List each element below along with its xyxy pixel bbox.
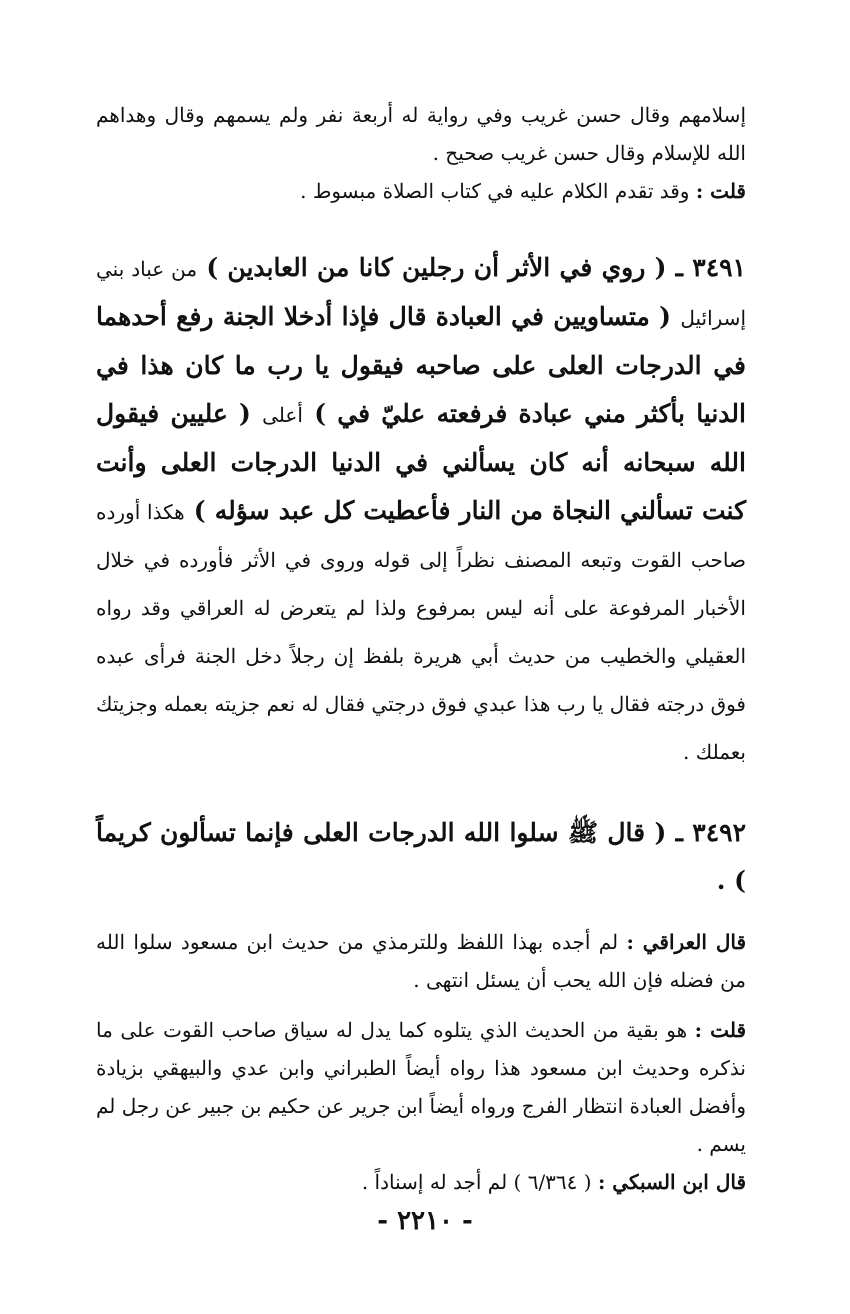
qult-text: وقد تقدم الكلام عليه في كتاب الصلاة مبسوط .: [300, 179, 690, 203]
hadith-3492-text: ٣٤٩٢ ـ ( قال ﷺ سلوا الله الدرجات العلى فإنما تسألون كريماً ) .: [96, 818, 746, 895]
continuation-text: إسلامهم وقال حسن غريب وفي رواية له أربعة نفر ولم يسمهم وقال وهداهم الله للإسلام وقال حسن غريب صحيح .: [96, 103, 746, 165]
subki-note: [96, 1163, 746, 1201]
qult-label: قلت :: [695, 179, 746, 203]
hadith-3491-commentary: هكذا أورده صاحب القوت وتبعه المصنف نظراً إلى قوله وروى في الأثر فأورده في خلال الأخبار المرفوعة على أنه ليس بمرفوع ولذا لم يتعرض له العراقي وقد رواه العقيلي والخطيب من حديث أبي هريرة بلفظ إن رجلاً دخل الجنة فرأى عبده فوق درجته فقال يا رب هذا عبدي فوق درجتي فقال له نعم جزيته بعمله وجزيتك بعملك .: [96, 500, 746, 764]
hadith-3491: [96, 244, 746, 775]
subki-label: قال ابن السبكي :: [597, 1170, 746, 1194]
qult-text-3492: هو بقية من الحديث الذي يتلوه كما يدل له سياق صاحب القوت على ما نذكره وحديث ابن مسعود هذا رواه أيضاً الطبراني وابن عدي والبيهقي بزيادة وأفضل العبادة انتظار الفرج ورواه أيضاً ابن جرير عن حكيم بن جبير عن رجل لم يسم .: [96, 1018, 746, 1156]
continuation-paragraph: [96, 96, 746, 172]
commentary-note: [96, 172, 746, 210]
hadith-3491-part-c: ( عليين فيقول الله سبحانه أنه كان يسألني في الدنيا الدرجات العلى وأنت كنت تسألني النجاة من النار فأعطيت كل عبد سؤله ): [96, 399, 746, 525]
iraqi-label: قال العراقي :: [626, 930, 747, 954]
hadith-3491-gloss-a: من عباد بني إسرائيل: [96, 257, 746, 330]
subki-text: ( ٦/٣٦٤ ) لم أجد له إسناداً .: [361, 1170, 592, 1194]
qult-label-3492: قلت :: [694, 1018, 746, 1042]
hadith-3491-part-b: ( متساويين في العبادة قال فإذا أدخلا الجنة رفع أحدهما في الدرجات العلى على صاحبه فيقول يا رب ما كان هذا في الدنيا بأكثر مني عبادة فرفعته عليّ في ): [96, 302, 746, 428]
qult-note-3492: [96, 1011, 746, 1163]
hadith-3492-heading: [96, 809, 746, 905]
hadith-3491-gloss-b: أعلى: [262, 403, 303, 427]
page-number: - ٢٢١٠ -: [377, 1206, 473, 1236]
hadith-3491-part-a: ٣٤٩١ ـ ( روي في الأثر أن رجلين كانا من العابدين ): [206, 253, 746, 282]
iraqi-text: لم أجده بهذا اللفظ وللترمذي من حديث ابن مسعود سلوا الله من فضله فإن الله يحب أن يسئل انتهى .: [96, 930, 746, 992]
iraqi-note: [96, 923, 746, 999]
